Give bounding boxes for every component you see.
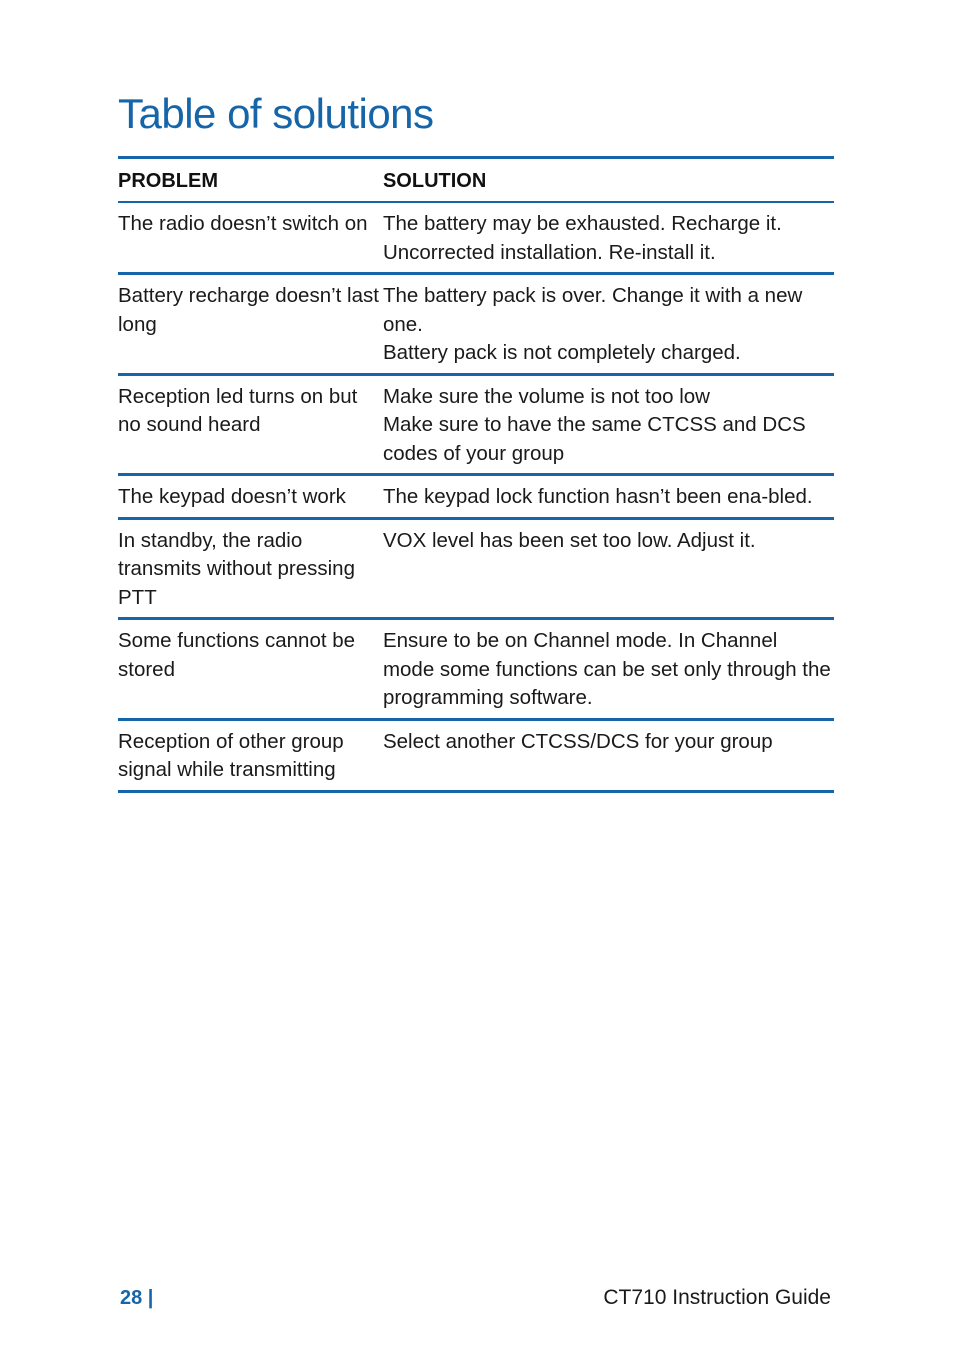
problem-cell: Some functions cannot be stored xyxy=(118,629,356,681)
solution-line: Battery pack is not completely charged. xyxy=(382,341,741,364)
solution-line: Ensure to be on Channel mode. In Channel mode some functions can be set only through the programming software. xyxy=(382,629,831,709)
solution-cell xyxy=(383,374,834,475)
solution-line: The keypad lock function hasn’t been ena-bled. xyxy=(382,485,813,508)
table-row xyxy=(118,202,834,274)
problem-cell: In standby, the radio transmits without pressing PTT xyxy=(118,528,355,609)
header-problem: PROBLEM xyxy=(118,158,383,203)
page-number: 28 | xyxy=(120,1287,154,1309)
solution-line: Make sure to have the same CTCSS and DCS codes of your group xyxy=(382,413,806,465)
solution-cell xyxy=(383,518,834,619)
table-row xyxy=(118,374,834,475)
page-title: Table of solutions xyxy=(118,90,434,137)
table-row xyxy=(118,719,834,791)
solution-line: Select another CTCSS/DCS for your group xyxy=(382,729,773,753)
solution-cell xyxy=(383,274,834,375)
problem-cell: The keypad doesn’t work xyxy=(118,485,346,508)
solution-cell xyxy=(383,202,834,274)
table-header-row xyxy=(118,158,834,203)
solution-line: The battery may be exhausted. Recharge it. xyxy=(382,212,782,235)
table-row xyxy=(118,619,834,720)
header-solution: SOLUTION xyxy=(383,158,834,203)
problem-cell: The radio doesn’t switch on xyxy=(118,212,368,235)
solution-cell xyxy=(383,719,834,791)
solution-cell xyxy=(383,475,834,519)
solution-line: Make sure the volume is not too low xyxy=(382,384,710,408)
solutions-table xyxy=(118,156,834,793)
solution-line: VOX level has been set too low. Adjust it. xyxy=(382,528,756,552)
problem-cell: Battery recharge doesn’t last long xyxy=(118,284,379,336)
table-row xyxy=(118,518,834,619)
table-row xyxy=(118,274,834,375)
problem-cell: Reception of other group signal while transmitting xyxy=(118,729,344,781)
table-row xyxy=(118,475,834,519)
solution-line: The battery pack is over. Change it with a new one. xyxy=(382,284,803,336)
solution-line: Uncorrected installation. Re-install it. xyxy=(382,240,716,264)
problem-cell: Reception led turns on but no sound heard xyxy=(118,384,358,436)
guide-title: CT710 Instruction Guide xyxy=(603,1286,831,1309)
solution-cell xyxy=(383,619,834,720)
